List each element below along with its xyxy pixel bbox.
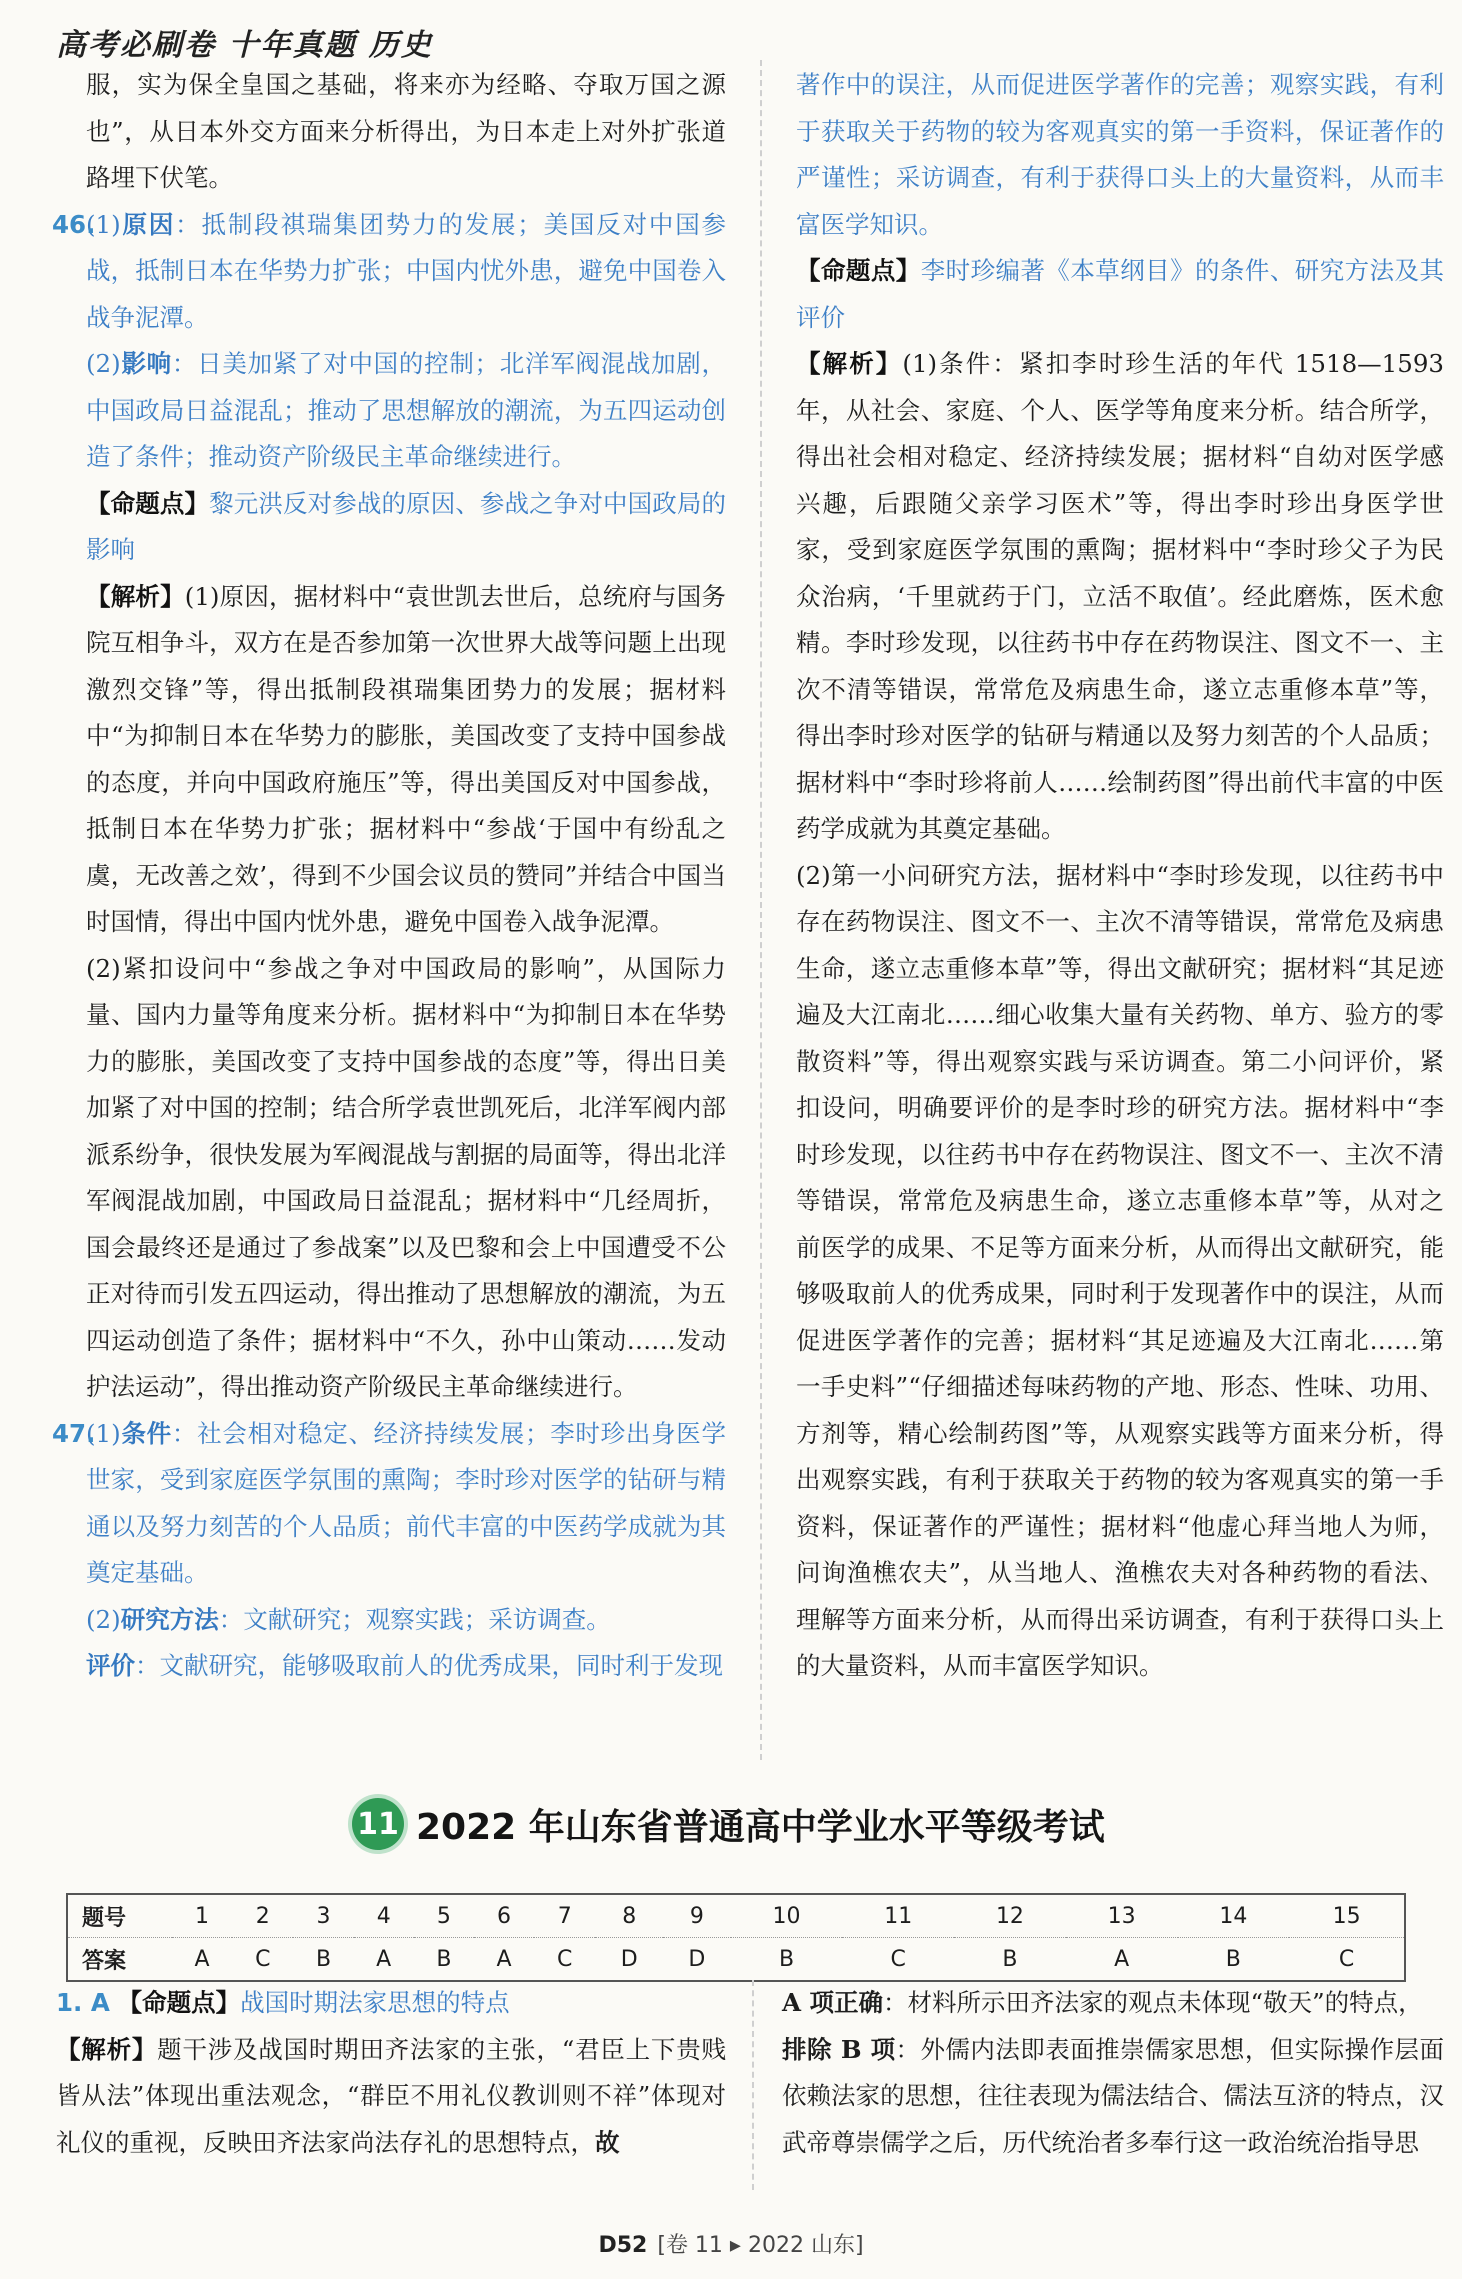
running-head: 高考必刷卷 十年真题 历史	[56, 28, 433, 63]
answer-cell: C	[557, 1946, 573, 1972]
question-number-cell: 9	[663, 1894, 731, 1938]
answer-table-answer-row	[67, 1938, 1405, 1982]
question-number-cell: 13	[1066, 1894, 1178, 1938]
answer-cell: C	[255, 1946, 271, 1972]
lead-paragraph: 服，实为保全皇国之基础，将来亦为经略、夺取万国之源也”，从日本外交方面来分析得出，为日本走上对外扩张道路埋下伏笔。	[86, 70, 726, 192]
q47-analysis-2: (2)第一小问研究方法，据材料中“李时珍发现，以往药书中存在药物误注、图文不一、主次不清等错误，常常危及病患生命，遂立志重修本草”等，得出文献研究；据材料“其足迹遍及大江南北……细心收集大量有关药物、单方、验方的零散资料”等，得出观察实践与采访调查。第二小问评价，紧扣设问，明确要评价的是李时珍的研究方法。据材料中“李时珍发现，以往药书中存在药物误注、图文不一、主次不清等错误，常常危及病患生命，遂立志重修本草”等，从对之前医学的成果、不足等方面来分析，从而得出文献研究，能够吸取前人的优秀成果，同时利于发现著作中的误注，从而促进医学著作的完善；据材料“其足迹遍及大江南北……第一手史料”“仔细描述每味药物的产地、形态、性味、功用、方剂等，精心绘制药图”等，从观察实践等方面来分析，得出观察实践，有利于获取关于药物的较为客观真实的第一手资料，保证著作的严谨性；据材料“他虚心拜当地人为师，问询渔樵农夫”，从当地人、渔樵农夫对各种药物的看法、理解等方面来分析，从而得出采访调查，有利于获得口头上的大量资料，从而丰富医学知识。	[796, 860, 1444, 1680]
q46-analysis-2: (2)紧扣设问中“参战之争对中国政局的影响”，从国际力量、国内力量等角度来分析。据材料中“为抑制日本在华势力的膨胀，美国改变了支持中国参战的态度”等，得出日美加紧了对中国的控制；结合所学袁世凯死后，北洋军阀内部派系纷争，很快发展为军阀混战与割据的局面等，得出北洋军阀混战加剧，中国政局日益混乱；据材料中“几经周折，国会最终还是通过了参战案”以及巴黎和会上中国遭受不公正对待而引发五四运动，得出推动了思想解放的潮流，为五四运动创造了条件；据材料中“不久，孙中山策动……发动护法运动”，得出推动资产阶级民主革命继续进行。	[86, 953, 726, 1401]
question-number-cell: 14	[1178, 1894, 1290, 1938]
bottom-column-divider	[752, 1980, 754, 2190]
question-number-cell: 11	[842, 1894, 954, 1938]
question-number-cell: 6	[474, 1894, 534, 1938]
q46-part1: 46. (1)原因：抵制段祺瑞集团势力的发展；美国反对中国参战，抵制日本在华势力扩张；中国内忧外患，避免中国卷入战争泥潭。	[86, 202, 726, 342]
answer-cell: B	[1225, 1946, 1241, 1972]
q47-number: 47.	[52, 1418, 96, 1448]
q47-part3: 评价：文献研究，能够吸取前人的优秀成果，同时利于发现	[86, 1651, 723, 1680]
question-number-cell: 4	[354, 1894, 414, 1938]
footer-reference: [卷 11 ▸ 2022 山东]	[657, 2233, 864, 2258]
question-number-cell: 2	[232, 1894, 293, 1938]
q1-explanation-left	[56, 1980, 726, 2166]
question-number-cell: 7	[534, 1894, 595, 1938]
answer-cell: D	[620, 1946, 638, 1972]
answer-cell: A	[1114, 1946, 1130, 1972]
q46-number: 46.	[52, 209, 96, 239]
q1-answer-label: 1. A	[56, 1988, 110, 2017]
answer-cell: D	[688, 1946, 706, 1972]
row-label-question-number: 题号	[67, 1894, 172, 1938]
answer-cell: A	[376, 1946, 392, 1972]
q1-point: 1. A 【命题点】战国时期法家思想的特点	[56, 1988, 510, 2017]
answer-cell: C	[890, 1946, 906, 1972]
answer-cell: A	[496, 1946, 512, 1972]
answer-cell: C	[1338, 1946, 1355, 1972]
column-divider	[760, 60, 762, 1760]
q47-part1: 47. (1)条件：社会相对稳定、经济持续发展；李时珍出身医学世家，受到家庭医学氛围的熏陶；李时珍对医学的钻研与精通以及努力刻苦的个人品质；前代丰富的中医药学成就为其奠定基础。	[86, 1411, 726, 1597]
section-title	[352, 1795, 1105, 1853]
question-number-cell: 1	[172, 1894, 232, 1938]
question-number-cell: 5	[414, 1894, 474, 1938]
q1-option-a: A 项正确：材料所示田齐法家的观点未体现“敬天”的特点，	[782, 1988, 1423, 2017]
answer-cell: B	[1002, 1946, 1018, 1972]
q47-point: 【命题点】李时珍编著《本草纲目》的条件、研究方法及其评价	[796, 256, 1445, 332]
answer-table	[66, 1893, 1406, 1982]
question-number-cell: 15	[1289, 1894, 1405, 1938]
answer-table-number-row	[67, 1894, 1405, 1938]
q1-analysis: 【解析】题干涉及战国时期田齐法家的主张，“君臣上下贵贱皆从法”体现出重法观念，“群臣不用礼仪教训则不祥”体现对礼仪的重视，反映田齐法家尚法存礼的思想特点，故	[56, 2034, 726, 2157]
section-number-badge: 11	[352, 1798, 404, 1850]
q47-part3-continued: 著作中的误注，从而促进医学著作的完善；观察实践，有利于获取关于药物的较为客观真实的第一手资料，保证著作的严谨性；采访调查，有利于获得口头上的大量资料，从而丰富医学知识。	[796, 70, 1444, 239]
question-number-cell: 10	[731, 1894, 843, 1938]
page-number: D52	[598, 2233, 648, 2258]
q46-point: 【命题点】黎元洪反对参战的原因、参战之争对中国政局的影响	[86, 488, 727, 564]
q47-analysis-1: 【解析】(1)条件：紧扣李时珍生活的年代 1518—1593 年，从社会、家庭、个人、医学等角度来分析。结合所学，得出社会相对稳定、经济持续发展；据材料“自幼对医学感兴趣，后跟随父亲学习医术”等，得出李时珍出身医学世家，受到家庭医学氛围的熏陶；据材料中“李时珍父子为民众治病，‘千里就药于门，立活不取值’。经此磨炼，医术愈精。李时珍发现，以往药书中存在药物误注、图文不一、主次不清等错误，常常危及病患生命，遂立志重修本草”等，得出李时珍对医学的钻研与精通以及努力刻苦的个人品质；据材料中“李时珍将前人……绘制药图”得出前代丰富的中医药学成就为其奠定基础。	[796, 349, 1445, 843]
q1-option-b: 排除 B 项：外儒内法即表面推崇儒家思想，但实际操作层面依赖法家的思想，往往表现为儒法结合、儒法互济的特点，汉武帝尊崇儒学之后，历代统治者多奉行这一政治统治指导思	[782, 2034, 1444, 2157]
answer-cell: B	[436, 1946, 452, 1972]
answer-cell: B	[778, 1946, 795, 1972]
section-title-text: 2022 年山东省普通高中学业水平等级考试	[416, 1806, 1105, 1848]
answer-cell: B	[316, 1946, 332, 1972]
left-column	[52, 62, 727, 1690]
question-number-cell: 12	[954, 1894, 1066, 1938]
right-column	[796, 62, 1444, 1690]
q46-part2: (2)影响：日美加紧了对中国的控制；北洋军阀混战加剧，中国政局日益混乱；推动了思想解放的潮流，为五四运动创造了条件；推动资产阶级民主革命继续进行。	[86, 349, 727, 471]
page-footer	[0, 2228, 1462, 2259]
answer-cell: A	[194, 1946, 210, 1972]
q1-explanation-right	[782, 1980, 1444, 2166]
question-number-cell: 3	[293, 1894, 353, 1938]
question-number-cell: 8	[595, 1894, 663, 1938]
q47-part2: (2)研究方法：文献研究；观察实践；采访调查。	[86, 1604, 611, 1634]
row-label-answer: 答案	[82, 1947, 127, 1974]
q46-analysis-1: 【解析】(1)原因，据材料中“袁世凯去世后，总统府与国务院互相争斗，双方在是否参加第一次世界大战等问题上出现激烈交锋”等，得出抵制段祺瑞集团势力的发展；据材料中“为抑制日本在华势力的膨胀，美国改变了支持中国参战的态度，并向中国政府施压”等，得出美国反对中国参战，抵制日本在华势力扩张；据材料中“参战‘于国中有纷乱之虞，无改善之效’，得到不少国会议员的赞同”并结合中国当时国情，得出中国内忧外患，避免中国卷入战争泥潭。	[86, 581, 726, 936]
